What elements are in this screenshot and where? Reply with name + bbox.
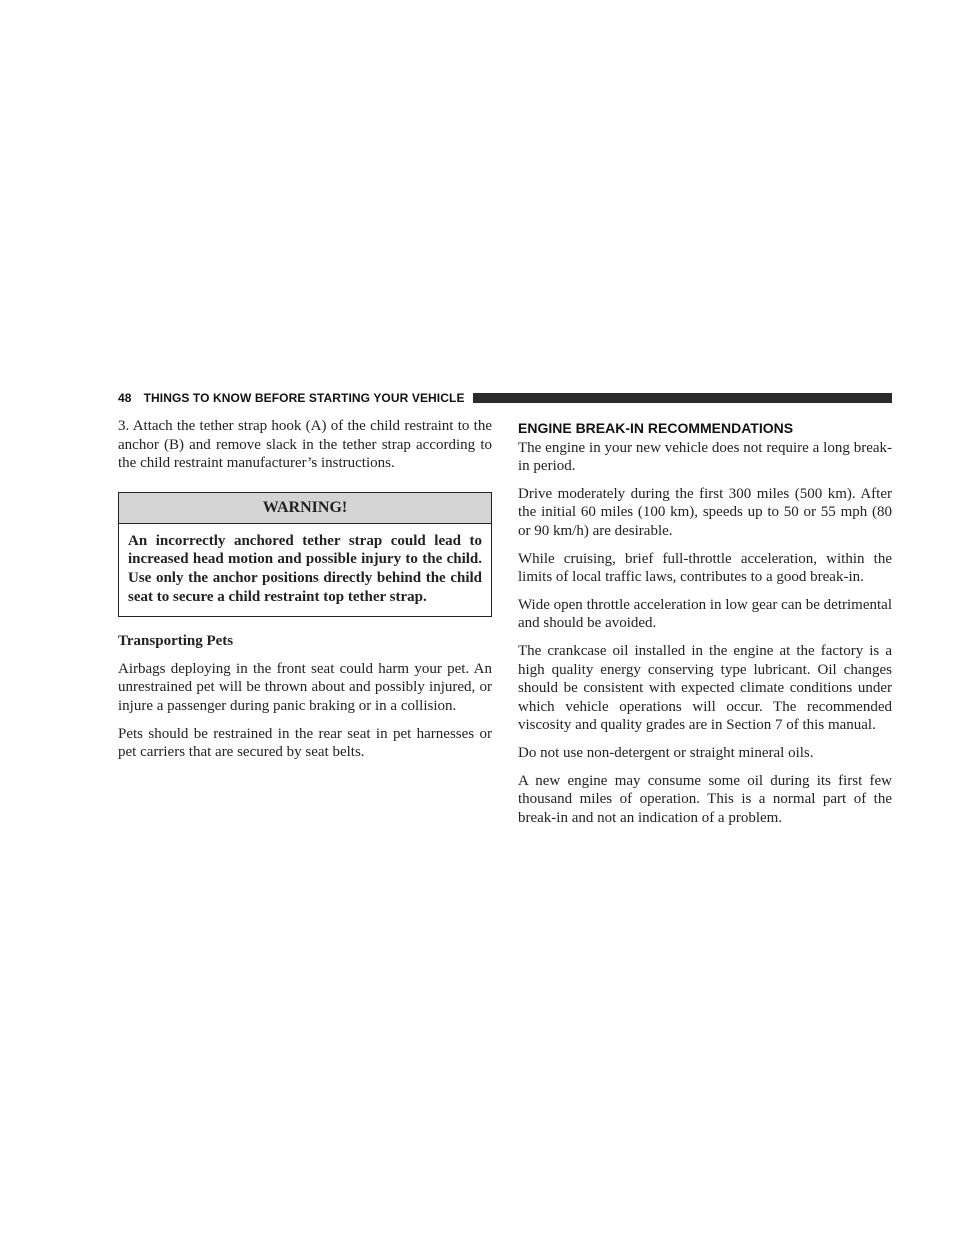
left-column (118, 417, 492, 771)
pets-heading: Transporting Pets (118, 633, 234, 650)
break-in-paragraph-7: A new engine may consume some oil during its first few thousand miles of operation. This is a normal part of the break-in and not an indication of a problem. (518, 772, 892, 826)
warning-body: An incorrectly anchored tether strap could lead to increased head motion and possible injury to the child. Use only the anchor positions directly behind the child seat to secure a child restraint top tether strap. (128, 532, 482, 605)
warning-box (118, 492, 492, 617)
break-in-paragraph-4: Wide open throttle acceleration in low gear can be detrimental and should be avoided. (518, 596, 892, 632)
section-title: THINGS TO KNOW BEFORE STARTING YOUR VEHICLE (143, 391, 465, 405)
break-in-paragraph-3: While cruising, brief full-throttle acceleration, within the limits of local traffic laws, contributes to a good break-in. (518, 550, 892, 586)
break-in-paragraph-1: The engine in your new vehicle does not require a long break-in period. (518, 439, 892, 475)
page-number: 48 (118, 391, 132, 405)
pets-paragraph-2: Pets should be restrained in the rear seat in pet harnesses or pet carriers that are secured by seat belts. (118, 725, 492, 761)
pets-paragraph-1: Airbags deploying in the front seat could harm your pet. An unrestrained pet will be thrown about and possibly injured, or injure a passenger during panic braking or in a collision. (118, 660, 492, 714)
break-in-paragraph-2: Drive moderately during the first 300 miles (500 km). After the initial 60 miles (100 km), speeds up to 50 or 55 mph (80 or 90 km/h) are desirable. (518, 485, 892, 539)
right-column (518, 417, 892, 836)
warning-title: WARNING! (119, 493, 491, 524)
break-in-paragraph-5: The crankcase oil installed in the engine at the factory is a high quality energy conserving type lubricant. Oil changes should be consistent with expected climate conditions under which vehicle operations will occur. The recommended viscosity and quality grades are in Section 7 of this manual. (518, 642, 892, 734)
step-3-text: 3. Attach the tether strap hook (A) of the child restraint to the anchor (B) and remove slack in the tether strap according to the child restraint manufacturer’s instructions. (118, 418, 492, 472)
break-in-paragraph-6: Do not use non-detergent or straight mineral oils. (518, 744, 814, 761)
engine-break-in-heading: ENGINE BREAK-IN RECOMMENDATIONS (518, 420, 794, 436)
page-header (118, 390, 892, 406)
header-bar (473, 393, 892, 403)
